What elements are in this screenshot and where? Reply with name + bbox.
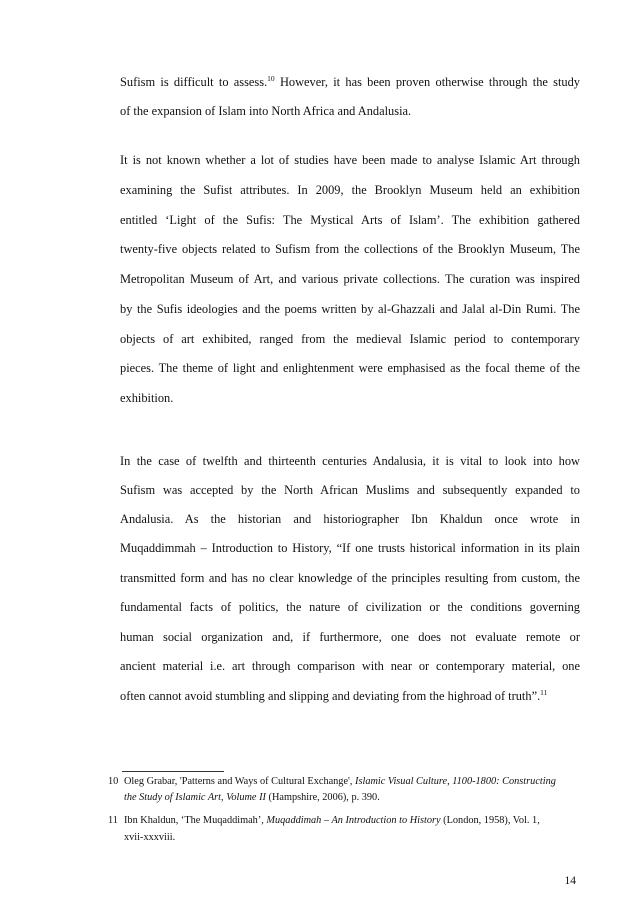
body-line: pieces. The theme of light and enlightenment were emphasised as the focal theme of the — [120, 361, 580, 375]
footnote-number: 11 — [108, 815, 118, 826]
body-line: Andalusia. As the historian and historiographer Ibn Khaldun once wrote in — [120, 512, 580, 526]
text-run: Sufism is difficult to assess. — [120, 75, 268, 89]
footnote-11-line: xvii-xxxviii. — [124, 832, 176, 843]
body-line: Metropolitan Museum of Art, and various private collections. The curation was inspired — [120, 272, 580, 286]
body-line: transmitted form and has no clear knowledge of the principles resulting from custom, the — [120, 571, 580, 585]
footnote-10-line — [124, 792, 584, 803]
body-line: In the case of twelfth and thirteenth centuries Andalusia, it is vital to look into how — [120, 454, 580, 468]
text-run: However, it has been proven otherwise through the study — [274, 75, 581, 89]
body-line: of the expansion of Islam into North Africa and Andalusia. — [120, 104, 412, 118]
body-line: fundamental facts of politics, the nature of civilization or the conditions governing — [120, 600, 580, 614]
body-line: Sufism was accepted by the North African Muslims and subsequently expanded to — [120, 483, 580, 497]
text-run: (London, 1958), Vol. 1, — [440, 815, 540, 826]
body-line: examining the Sufist attributes. In 2009, the Brooklyn Museum held an exhibition — [120, 183, 580, 197]
body-line: entitled ‘Light of the Sufis: The Mystical Arts of Islam’. The exhibition gathered — [120, 213, 580, 227]
body-line — [120, 688, 580, 704]
body-line: Muqaddimmah – Introduction to History, “If one trusts historical information in its plain — [120, 541, 580, 555]
body-line: twenty-five objects related to Sufism from the collections of the Brooklyn Museum, The — [120, 242, 580, 256]
footnote-separator — [122, 771, 224, 772]
body-line: objects of art exhibited, ranged from the medieval Islamic period to contemporary — [120, 332, 580, 346]
footnote-11-line — [124, 815, 584, 826]
text-run: Oleg Grabar, 'Patterns and Ways of Cultural Exchange', — [124, 776, 356, 787]
text-run: (Hampshire, 2006), p. 390. — [265, 792, 380, 803]
body-line — [120, 74, 580, 90]
body-line: exhibition. — [120, 391, 174, 405]
body-line: ancient material i.e. art through comparison with near or contemporary material, one — [120, 659, 580, 673]
text-run: often cannot avoid stumbling and slipping and deviating from the highroad of truth”. — [120, 689, 541, 703]
text-run: Ibn Khaldun, ‘The Muqaddimah’, — [124, 815, 267, 826]
footnote-ref-10[interactable]: 10 — [267, 74, 275, 83]
citation-title: the Study of Islamic Art, Volume II — [124, 792, 266, 803]
body-line: by the Sufis ideologies and the poems written by al-Ghazzali and Jalal al-Din Rumi. The — [120, 302, 580, 316]
citation-title: Muqaddimah – An Introduction to History — [266, 815, 441, 826]
footnote-10-line — [124, 776, 584, 787]
footnote-number: 10 — [108, 776, 119, 787]
body-line: It is not known whether a lot of studies have been made to analyse Islamic Art through — [120, 153, 580, 167]
citation-title: Islamic Visual Culture, 1100-1800: Constructing — [355, 776, 556, 787]
page-number: 14 — [564, 875, 576, 887]
footnote-ref-11[interactable]: 11 — [540, 688, 548, 697]
body-line: human social organization and, if furthermore, one does not evaluate remote or — [120, 630, 580, 644]
